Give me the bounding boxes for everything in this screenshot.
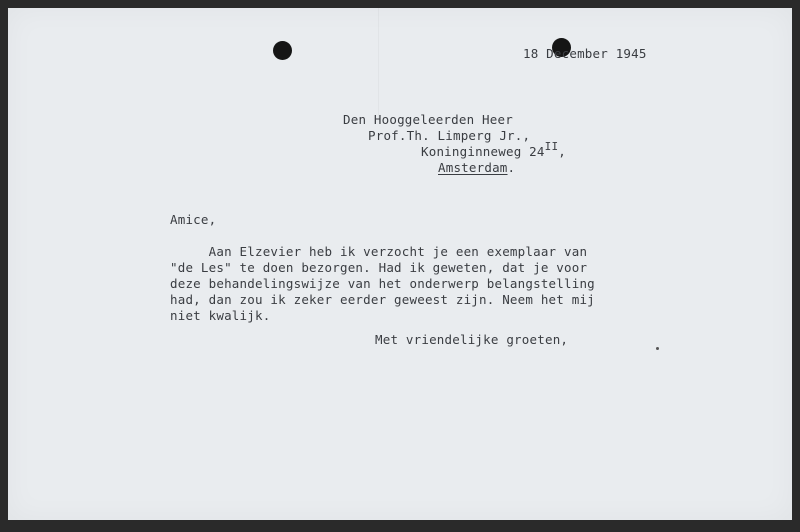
addressee-line-4 — [438, 160, 515, 176]
body-line-1: Aan Elzevier heb ik verzocht je een exemplaar van — [170, 244, 588, 259]
addressee-city: Amsterdam — [438, 160, 508, 175]
body-line-4: had, dan zou ik zeker eerder geweest zijn. Neem het mij — [170, 292, 595, 307]
paper-fold — [378, 8, 419, 118]
closing: Met vriendelijke groeten, — [375, 332, 569, 347]
addressee-floor: II — [544, 140, 559, 153]
body-line-5: niet kwalijk. — [170, 308, 271, 323]
body-line-3: deze behandelingswijze van het onderwerp belangstelling — [170, 276, 595, 291]
letter-date: 18 December 1945 — [523, 46, 647, 61]
addressee-street: Koninginneweg 24 — [421, 144, 545, 159]
addressee-city-period: . — [507, 160, 516, 175]
addressee-line-3 — [421, 140, 567, 161]
punch-hole-left — [273, 41, 292, 60]
ink-speck — [656, 347, 659, 350]
addressee-line-2: Prof.Th. Limperg Jr., — [368, 128, 531, 143]
addressee-line-1: Den Hooggeleerden Heer — [343, 112, 513, 127]
addressee-street-comma: , — [558, 144, 567, 159]
letter-page — [8, 8, 792, 520]
salutation: Amice, — [170, 212, 217, 227]
body-line-2: "de Les" te doen bezorgen. Had ik geweten, dat je voor — [170, 260, 588, 275]
